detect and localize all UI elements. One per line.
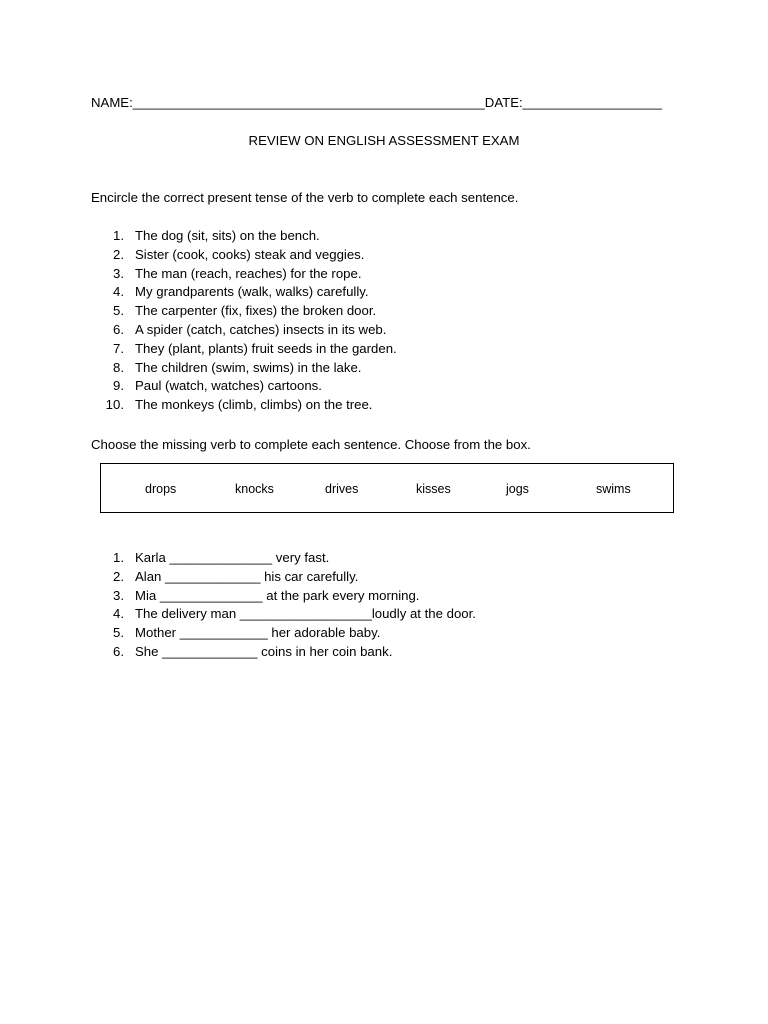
list-item bbox=[91, 587, 476, 606]
item-number: 2. bbox=[113, 246, 124, 262]
item-number: 3. bbox=[113, 587, 124, 603]
list-item bbox=[91, 265, 397, 284]
word-box-item: knocks bbox=[235, 482, 274, 496]
list-item bbox=[91, 302, 397, 321]
list-item bbox=[91, 568, 476, 587]
item-text: The children (swim, swims) in the lake. bbox=[135, 359, 362, 375]
item-text: Mother ____________ her adorable baby. bbox=[135, 625, 381, 641]
item-text: She _____________ coins in her coin bank. bbox=[135, 643, 393, 659]
item-number: 6. bbox=[113, 643, 124, 659]
list-item bbox=[91, 246, 397, 265]
item-text: Mia ______________ at the park every morning. bbox=[135, 587, 420, 603]
list-item bbox=[91, 340, 397, 359]
item-text: The delivery man __________________loudly at the door. bbox=[135, 606, 476, 622]
item-text: The monkeys (climb, climbs) on the tree. bbox=[135, 397, 373, 413]
list-item bbox=[91, 359, 397, 378]
list-item bbox=[91, 624, 476, 643]
item-number: 1. bbox=[113, 228, 124, 243]
list-item bbox=[91, 227, 397, 246]
word-box-item: drops bbox=[145, 482, 177, 496]
section1-instruction: Encircle the correct present tense of the verb to complete each sentence. bbox=[91, 190, 519, 205]
item-text: Alan _____________ his car carefully. bbox=[135, 568, 359, 584]
item-number: 4. bbox=[113, 606, 124, 622]
item-number: 6. bbox=[113, 321, 124, 337]
page-title: REVIEW ON ENGLISH ASSESSMENT EXAM bbox=[248, 133, 520, 148]
item-number: 9. bbox=[113, 378, 124, 394]
item-text: They (plant, plants) fruit seeds in the garden. bbox=[135, 340, 397, 356]
list-item bbox=[91, 321, 397, 340]
item-number: 2. bbox=[113, 568, 124, 584]
item-number: 7. bbox=[113, 340, 124, 356]
item-text: My grandparents (walk, walks) carefully. bbox=[135, 284, 369, 300]
item-text: Karla ______________ very fast. bbox=[135, 550, 330, 565]
item-text: The dog (sit, sits) on the bench. bbox=[135, 228, 320, 243]
list-item bbox=[91, 377, 397, 396]
name-date-line: NAME:________________________________________________DATE:___________________ bbox=[91, 95, 663, 110]
list-item bbox=[91, 605, 476, 624]
word-box-item: jogs bbox=[506, 482, 529, 496]
section2-list bbox=[91, 549, 476, 662]
item-number: 10. bbox=[105, 397, 124, 413]
item-text: Paul (watch, watches) cartoons. bbox=[135, 378, 322, 394]
item-number: 8. bbox=[113, 359, 124, 375]
item-number: 1. bbox=[113, 550, 124, 565]
item-number: 4. bbox=[113, 284, 124, 300]
word-box-item: swims bbox=[596, 482, 631, 496]
section1-list bbox=[91, 227, 397, 415]
list-item bbox=[91, 549, 476, 568]
list-item bbox=[91, 396, 397, 415]
word-box-item: kisses bbox=[416, 482, 451, 496]
section2-instruction: Choose the missing verb to complete each sentence. Choose from the box. bbox=[91, 437, 531, 452]
item-text: Sister (cook, cooks) steak and veggies. bbox=[135, 246, 365, 262]
item-number: 3. bbox=[113, 265, 124, 281]
item-text: The man (reach, reaches) for the rope. bbox=[135, 265, 362, 281]
word-box bbox=[100, 463, 674, 513]
list-item bbox=[91, 643, 476, 662]
item-number: 5. bbox=[113, 625, 124, 641]
word-box-item: drives bbox=[325, 482, 359, 496]
item-text: The carpenter (fix, fixes) the broken door. bbox=[135, 303, 377, 319]
item-number: 5. bbox=[113, 303, 124, 319]
list-item bbox=[91, 283, 397, 302]
item-text: A spider (catch, catches) insects in its web. bbox=[135, 321, 387, 337]
